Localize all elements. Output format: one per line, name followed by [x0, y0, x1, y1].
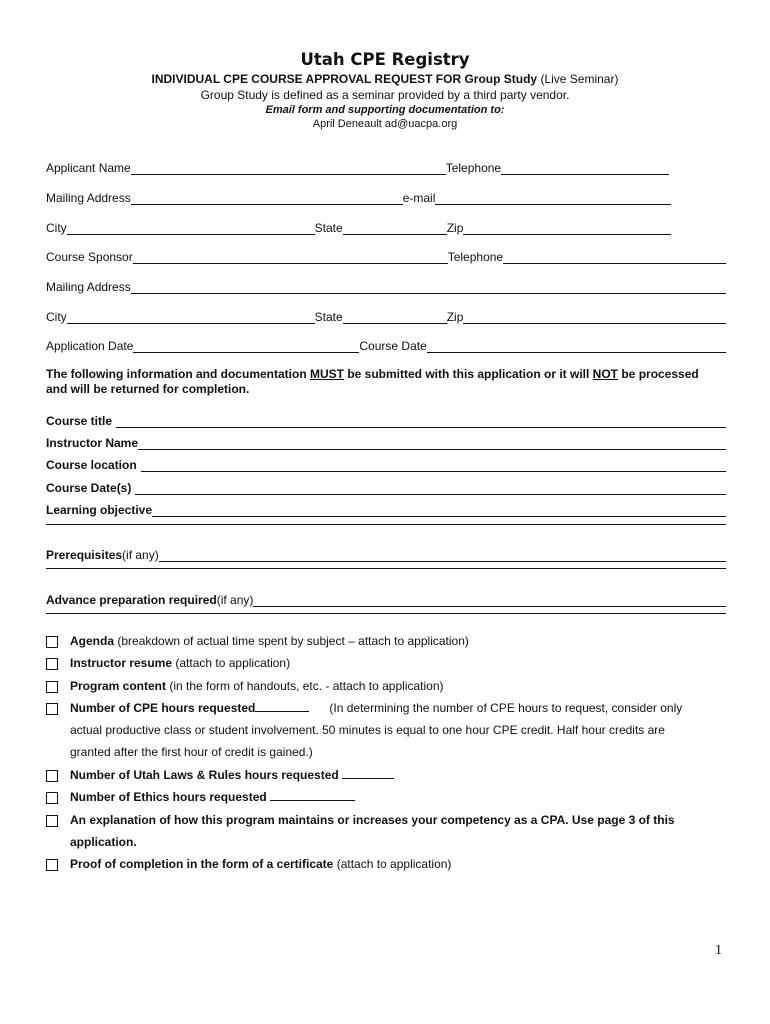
cpe-hours-note-2: actual productive class or student involvement. 50 minutes is equal to one hour CPE credit. Half hour credits are [70, 723, 665, 737]
applicant-name-label: Applicant Name [46, 161, 131, 175]
notice-part2: be submitted with this application or it will [343, 367, 593, 381]
sponsor-zip-field[interactable] [463, 311, 726, 324]
group-study-definition: Group Study is defined as a seminar provided by a third party vendor. [200, 88, 570, 102]
cpe-hours-note-3: granted after the first hour of credit is gained.) [70, 745, 313, 759]
applicant-mailing-row [46, 187, 726, 205]
checklist-ethics-hours [46, 786, 726, 808]
applicant-mailing-label: Mailing Address [46, 191, 131, 205]
sponsor-city-row [46, 306, 726, 324]
checklist-explanation [46, 809, 726, 853]
instructor-row [46, 432, 726, 450]
applicant-zip-field[interactable] [463, 222, 671, 235]
dates-row [46, 335, 726, 353]
laws-hours-field[interactable] [342, 767, 394, 779]
checklist-program-content [46, 675, 726, 697]
applicant-email-field[interactable] [435, 192, 671, 205]
advance-prep-note: (if any) [216, 593, 254, 607]
sponsor-city-field[interactable] [67, 311, 315, 324]
application-date-field[interactable] [133, 340, 359, 353]
checklist-agenda [46, 630, 726, 652]
applicant-state-label: State [314, 221, 343, 235]
email-instruction: Email form and supporting documentation to: [265, 104, 505, 116]
agenda-label: Agenda [70, 634, 115, 648]
course-dates-field[interactable] [135, 482, 726, 495]
ethics-hours-field[interactable] [270, 789, 355, 801]
advance-prep-row [46, 589, 726, 607]
page-title: Utah CPE Registry [300, 50, 470, 69]
program-content-checkbox[interactable] [46, 681, 58, 693]
course-title-field[interactable] [116, 415, 726, 428]
course-title-label: Course title [46, 414, 113, 428]
cpe-hours-field[interactable] [255, 700, 309, 712]
explanation-line-2: application. [70, 835, 137, 849]
applicant-zip-label: Zip [446, 221, 464, 235]
prerequisites-label: Prerequisites [46, 548, 123, 562]
resume-note: (attach to application) [172, 656, 291, 670]
prerequisites-line-2[interactable] [46, 568, 726, 569]
sponsor-state-label: State [314, 310, 343, 324]
applicant-city-field[interactable] [67, 222, 315, 235]
sponsor-city-label: City [46, 310, 67, 324]
applicant-state-field[interactable] [343, 222, 447, 235]
applicant-email-label: e-mail [402, 191, 436, 205]
notice-part3: be processed and will be returned for completion. [46, 367, 699, 396]
sponsor-zip-label: Zip [446, 310, 464, 324]
cpe-hours-label: Number of CPE hours requested [70, 701, 256, 715]
learning-objective-line-2[interactable] [46, 524, 726, 525]
explanation-line-1: An explanation of how this program maintains or increases your competency as a CPA. Use page 3 of this [70, 813, 675, 827]
prerequisites-row [46, 544, 726, 562]
applicant-telephone-label: Telephone [445, 161, 502, 175]
sponsor-telephone-field[interactable] [503, 251, 726, 264]
ethics-hours-label: Number of Ethics hours requested [70, 790, 267, 804]
learning-objective-label: Learning objective [46, 503, 153, 517]
course-date-field[interactable] [427, 340, 726, 353]
laws-hours-label: Number of Utah Laws & Rules hours requested [70, 768, 339, 782]
ethics-hours-checkbox[interactable] [46, 792, 58, 804]
course-location-field[interactable] [141, 459, 726, 472]
form-subtitle-bold: INDIVIDUAL CPE COURSE APPROVAL REQUEST FOR Group Study [151, 72, 538, 86]
applicant-mailing-field[interactable] [131, 192, 403, 205]
course-sponsor-field[interactable] [133, 251, 448, 264]
sponsor-state-field[interactable] [343, 311, 447, 324]
learning-objective-field[interactable] [152, 504, 726, 517]
applicant-telephone-field[interactable] [501, 162, 669, 175]
notice-part1: The following information and documentation [46, 367, 310, 381]
prerequisites-field[interactable] [159, 549, 726, 562]
instructor-name-label: Instructor Name [46, 436, 139, 450]
course-dates-row [46, 477, 726, 495]
instructor-name-field[interactable] [138, 437, 726, 450]
course-date-label: Course Date [359, 339, 427, 353]
resume-label: Instructor resume [70, 656, 173, 670]
course-sponsor-label: Course Sponsor [46, 250, 133, 264]
agenda-note: (breakdown of actual time spent by subject – attach to application) [114, 634, 469, 648]
proof-note: (attach to application) [333, 857, 452, 871]
checklist-resume [46, 652, 726, 674]
advance-prep-line-2[interactable] [46, 613, 726, 614]
contact-line: April Deneault ad@uacpa.org [312, 118, 458, 130]
notice-not: NOT [592, 367, 619, 381]
resume-checkbox[interactable] [46, 658, 58, 670]
proof-checkbox[interactable] [46, 859, 58, 871]
notice-must: MUST [309, 367, 344, 381]
prerequisites-note: (if any) [122, 548, 159, 562]
form-subtitle-normal: (Live Seminar) [537, 72, 619, 86]
sponsor-mailing-label: Mailing Address [46, 280, 131, 294]
advance-prep-label: Advance preparation required [46, 593, 217, 607]
program-content-note: (in the form of handouts, etc. - attach to application) [166, 679, 444, 693]
applicant-name-field[interactable] [131, 162, 446, 175]
form-subtitle [0, 72, 770, 86]
sponsor-mailing-field[interactable] [131, 281, 726, 294]
course-title-row [46, 410, 726, 428]
checklist-proof [46, 853, 726, 875]
advance-prep-field[interactable] [253, 594, 726, 607]
program-content-label: Program content [70, 679, 167, 693]
cpe-hours-note-1: (In determining the number of CPE hours to request, consider only [329, 701, 683, 715]
checklist-laws-hours [46, 764, 726, 786]
applicant-city-row [46, 217, 726, 235]
applicant-city-label: City [46, 221, 67, 235]
course-location-label: Course location [46, 458, 137, 472]
objective-row [46, 499, 726, 517]
course-dates-label: Course Date(s) [46, 481, 132, 495]
cpe-hours-checkbox[interactable] [46, 703, 58, 715]
laws-hours-checkbox[interactable] [46, 770, 58, 782]
agenda-checkbox[interactable] [46, 636, 58, 648]
sponsor-mailing-row [46, 276, 726, 294]
application-date-label: Application Date [46, 339, 134, 353]
location-row [46, 454, 726, 472]
page-number: 1 [715, 943, 722, 958]
sponsor-telephone-label: Telephone [447, 250, 504, 264]
sponsor-row [46, 246, 726, 264]
proof-label: Proof of completion in the form of a certificate [70, 857, 334, 871]
checklist-cpe-hours [46, 697, 726, 763]
explanation-checkbox[interactable] [46, 815, 58, 827]
submission-notice [46, 367, 706, 397]
applicant-name-row [46, 157, 726, 175]
